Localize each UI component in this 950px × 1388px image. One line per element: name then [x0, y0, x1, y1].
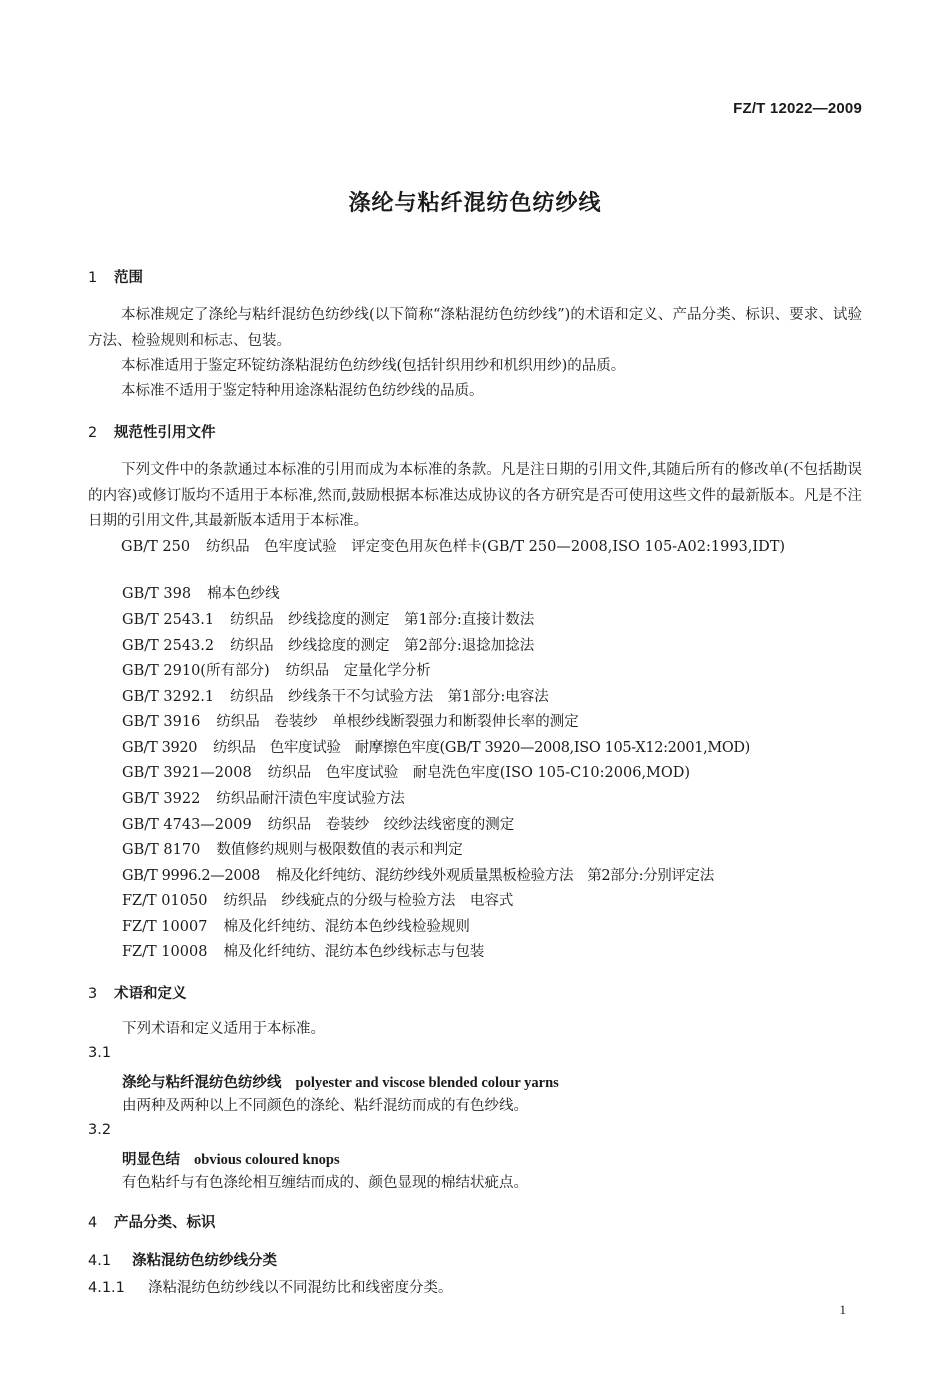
- paragraph: 本标准规定了涤纶与粘纤混纺色纺纱线(以下简称“涤粘混纺色纺纱线”)的术语和定义、产品分类、标识、要求、试验方法、检验规则和标志、包装。: [88, 307, 862, 349]
- clause-number: 4.1.1: [88, 1280, 125, 1296]
- paragraph: 本标准不适用于鉴定特种用途涤粘混纺色纺纱线的品质。: [121, 383, 484, 399]
- paragraph: 本标准适用于鉴定环锭纺涤粘混纺色纺纱线(包括针织用纱和机织用纱)的品质。: [121, 358, 626, 374]
- reference-item: [122, 942, 484, 962]
- page-number: 1: [839, 1302, 846, 1317]
- reference-item: [122, 815, 514, 835]
- section-4-heading: [88, 1211, 216, 1232]
- reference-title: 纺织品 色牢度试验 耐摩擦色牢度(GB/T 3920—2008,ISO 105-X12:2001,MOD): [213, 740, 750, 756]
- reference-code: GB/T 8170: [122, 842, 201, 858]
- reference-code: GB/T 3916: [122, 714, 201, 730]
- term-zh: 明显色结: [122, 1152, 180, 1168]
- document-title: 涤纶与粘纤混纺色纺纱线: [348, 191, 602, 216]
- reference-item: [122, 866, 714, 886]
- term-heading: [122, 1071, 559, 1092]
- reference-code: GB/T 3922: [122, 791, 201, 807]
- section-3-heading: [88, 982, 187, 1003]
- reference-item: [122, 584, 280, 604]
- section-title: 术语和定义: [114, 986, 187, 1002]
- reference-title: 纺织品 纱线捻度的测定 第1部分:直接计数法: [230, 612, 535, 628]
- reference-title: 棉本色纱线: [207, 586, 280, 602]
- term-number: 3.2: [88, 1122, 112, 1138]
- section-number: 1: [88, 270, 98, 286]
- reference-title: 纺织品耐汗渍色牢度试验方法: [216, 791, 405, 807]
- section-title: 规范性引用文件: [114, 425, 216, 441]
- reference-item: [122, 738, 750, 758]
- reference-code: GB/T 4743—2009: [122, 817, 252, 833]
- term-definition: 由两种及两种以上不同颜色的涤纶、粘纤混纺而成的有色纱线。: [122, 1098, 528, 1114]
- term-en: obvious coloured knops: [194, 1152, 340, 1168]
- term-definition: 有色粘纤与有色涤纶相互缠结而成的、颜色显现的棉结状疵点。: [122, 1175, 528, 1191]
- reference-item: [88, 535, 862, 561]
- section-number: 2: [88, 425, 98, 441]
- reference-item: [122, 763, 690, 783]
- reference-code: FZ/T 01050: [122, 893, 208, 909]
- subsection-heading: [88, 1249, 277, 1270]
- subsection-title: 涤粘混纺色纺纱线分类: [132, 1253, 277, 1269]
- reference-title: 棉及化纤纯纺、混纺纱线外观质量黑板检验方法 第2部分:分别评定法: [275, 868, 714, 884]
- reference-code: GB/T 2910(所有部分): [122, 663, 270, 679]
- reference-title: 棉及化纤纯纺、混纺本色纱线检验规则: [223, 919, 470, 935]
- reference-code: GB/T 3920: [122, 740, 198, 756]
- reference-item: [122, 891, 513, 911]
- term-number: 3.1: [88, 1045, 112, 1061]
- standard-number: FZ/T 12022—2009: [733, 100, 862, 117]
- reference-item: [122, 610, 534, 630]
- reference-code: GB/T 2543.2: [122, 638, 215, 654]
- reference-item: [122, 687, 549, 707]
- reference-title: 纺织品 定量化学分析: [285, 663, 431, 679]
- reference-item: [122, 789, 405, 809]
- reference-title: 棉及化纤纯纺、混纺本色纱线标志与包装: [223, 944, 485, 960]
- reference-item: [122, 840, 463, 860]
- section-1-heading: [88, 266, 143, 287]
- reference-code: GB/T 3921—2008: [122, 765, 252, 781]
- reference-code: FZ/T 10007: [122, 919, 208, 935]
- reference-title: 纺织品 卷装纱 单根纱线断裂强力和断裂伸长率的测定: [216, 714, 579, 730]
- reference-title: 纺织品 卷装纱 绞纱法线密度的测定: [267, 817, 515, 833]
- section-title: 产品分类、标识: [114, 1215, 216, 1231]
- term-zh: 涤纶与粘纤混纺色纺纱线: [122, 1075, 282, 1091]
- reference-title: 纺织品 纱线条干不匀试验方法 第1部分:电容法: [230, 689, 549, 705]
- clause: [88, 1276, 453, 1297]
- section-number: 3: [88, 986, 98, 1002]
- reference-title: 纺织品 色牢度试验 耐皂洗色牢度(ISO 105-C10:2006,MOD): [267, 765, 691, 781]
- reference-code: GB/T 250: [121, 539, 191, 555]
- paragraph: 下列文件中的条款通过本标准的引用而成为本标准的条款。凡是注日期的引用文件,其随后所有的修改单(不包括勘误的内容)或修订版均不适用于本标准,然而,鼓励根据本标准达成协议的各方研究是否可使用这些文件的最新版本。凡是不注日期的引用文件,其最新版本适用于本标准。: [88, 462, 862, 529]
- reference-code: FZ/T 10008: [122, 944, 208, 960]
- section-title: 范围: [114, 270, 143, 286]
- reference-title: 纺织品 色牢度试验 评定变色用灰色样卡(GB/T 250—2008,ISO 105-A02:1993,IDT): [206, 539, 786, 555]
- reference-item: [122, 661, 431, 681]
- term-heading: [122, 1148, 340, 1169]
- paragraph: 下列术语和定义适用于本标准。: [122, 1021, 325, 1037]
- reference-title: 数值修约规则与极限数值的表示和判定: [216, 842, 463, 858]
- section-2-heading: [88, 421, 216, 442]
- reference-code: GB/T 398: [122, 586, 192, 602]
- reference-item: [122, 712, 579, 732]
- clause-text: 涤粘混纺色纺纱线以不同混纺比和线密度分类。: [148, 1280, 453, 1296]
- reference-code: GB/T 9996.2—2008: [122, 868, 260, 884]
- reference-code: GB/T 2543.1: [122, 612, 215, 628]
- term-en: polyester and viscose blended colour yarns: [295, 1075, 559, 1091]
- section-number: 4: [88, 1215, 98, 1231]
- reference-item: [122, 636, 534, 656]
- reference-item: [122, 917, 470, 937]
- reference-title: 纺织品 纱线疵点的分级与检验方法 电容式: [223, 893, 514, 909]
- subsection-number: 4.1: [88, 1253, 112, 1269]
- reference-code: GB/T 3292.1: [122, 689, 215, 705]
- reference-title: 纺织品 纱线捻度的测定 第2部分:退捻加捻法: [230, 638, 535, 654]
